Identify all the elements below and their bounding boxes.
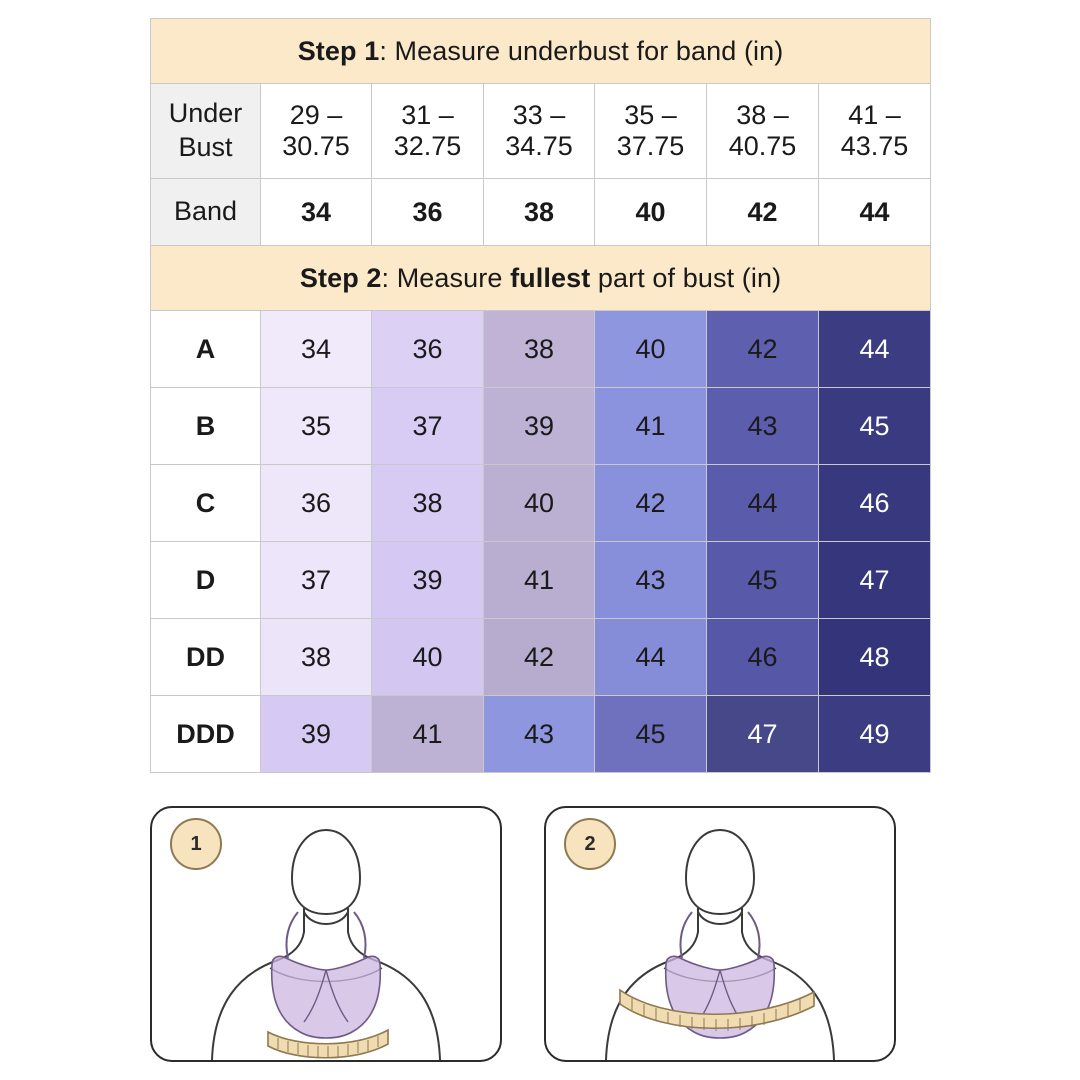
bust-measurement-cell: 43 bbox=[707, 388, 819, 465]
bust-measurement-cell: 39 bbox=[372, 542, 484, 619]
underbust-row-label bbox=[151, 84, 261, 179]
measure-fullest-bust-illustration bbox=[544, 806, 896, 1062]
cup-size-row bbox=[151, 619, 931, 696]
bust-measurement-cell: 44 bbox=[595, 619, 707, 696]
bust-measurement-cell: 38 bbox=[372, 465, 484, 542]
step1-header-row bbox=[151, 19, 931, 84]
bust-measurement-cell: 45 bbox=[707, 542, 819, 619]
bust-measurement-cell: 48 bbox=[819, 619, 931, 696]
cup-size-label: DD bbox=[151, 619, 261, 696]
cup-size-label: C bbox=[151, 465, 261, 542]
step2-prefix: Step 2 bbox=[299, 262, 382, 293]
cup-size-row bbox=[151, 542, 931, 619]
band-size-cell: 38 bbox=[484, 179, 595, 246]
bust-measurement-cell: 47 bbox=[819, 542, 931, 619]
bust-measurement-cell: 42 bbox=[595, 465, 707, 542]
underbust-row bbox=[151, 84, 931, 179]
step2-mid: : Measure bbox=[381, 262, 511, 293]
step-badge-2: 2 bbox=[564, 818, 616, 870]
band-size-cell: 44 bbox=[819, 179, 931, 246]
underbust-range-cell: 29 – 30.75 bbox=[261, 84, 372, 179]
step1-rest: : Measure underbust for band (in) bbox=[379, 35, 784, 66]
bust-measurement-cell: 40 bbox=[595, 311, 707, 388]
cup-size-label: B bbox=[151, 388, 261, 465]
step2-header-row bbox=[151, 246, 931, 311]
bust-measurement-cell: 45 bbox=[595, 696, 707, 773]
bust-measurement-cell: 43 bbox=[595, 542, 707, 619]
bust-measurement-cell: 39 bbox=[261, 696, 372, 773]
bust-measurement-cell: 41 bbox=[595, 388, 707, 465]
bust-measurement-cell: 34 bbox=[261, 311, 372, 388]
bust-measurement-cell: 38 bbox=[261, 619, 372, 696]
bust-measurement-cell: 40 bbox=[372, 619, 484, 696]
cup-size-row bbox=[151, 465, 931, 542]
cup-size-label: D bbox=[151, 542, 261, 619]
cup-size-row bbox=[151, 388, 931, 465]
bust-measurement-cell: 36 bbox=[372, 311, 484, 388]
bust-measurement-cell: 43 bbox=[484, 696, 595, 773]
step2-header bbox=[151, 246, 931, 311]
step1-header bbox=[151, 19, 931, 84]
cup-size-row bbox=[151, 696, 931, 773]
band-size-cell: 36 bbox=[372, 179, 484, 246]
cup-size-body bbox=[151, 311, 931, 773]
cup-size-row bbox=[151, 311, 931, 388]
bust-measurement-cell: 35 bbox=[261, 388, 372, 465]
bra-size-table bbox=[150, 18, 931, 773]
underbust-range-cell: 35 – 37.75 bbox=[595, 84, 707, 179]
band-size-cell: 42 bbox=[707, 179, 819, 246]
bust-measurement-cell: 44 bbox=[819, 311, 931, 388]
bust-measurement-cell: 46 bbox=[819, 465, 931, 542]
bust-measurement-cell: 38 bbox=[484, 311, 595, 388]
bust-measurement-cell: 42 bbox=[707, 311, 819, 388]
underbust-range-cell: 33 – 34.75 bbox=[484, 84, 595, 179]
bra-shape bbox=[272, 956, 381, 1038]
illustrations-row bbox=[150, 806, 940, 1068]
band-row bbox=[151, 179, 931, 246]
underbust-range-cell: 41 – 43.75 bbox=[819, 84, 931, 179]
bust-measurement-cell: 37 bbox=[261, 542, 372, 619]
bust-measurement-cell: 42 bbox=[484, 619, 595, 696]
step1-prefix: Step 1 bbox=[297, 35, 380, 66]
bust-measurement-cell: 49 bbox=[819, 696, 931, 773]
bust-measurement-cell: 46 bbox=[707, 619, 819, 696]
size-chart-tables bbox=[150, 18, 930, 773]
bust-measurement-cell: 41 bbox=[372, 696, 484, 773]
underbust-range-cell: 31 – 32.75 bbox=[372, 84, 484, 179]
band-size-cell: 34 bbox=[261, 179, 372, 246]
underbust-range-cell: 38 – 40.75 bbox=[707, 84, 819, 179]
bust-measurement-cell: 37 bbox=[372, 388, 484, 465]
bust-measurement-cell: 45 bbox=[819, 388, 931, 465]
band-size-cell: 40 bbox=[595, 179, 707, 246]
band-row-label: Band bbox=[151, 179, 261, 246]
bust-measurement-cell: 40 bbox=[484, 465, 595, 542]
measure-underbust-illustration bbox=[150, 806, 502, 1062]
underbust-label-line1: Under bbox=[168, 98, 243, 129]
step2-rest: part of bust (in) bbox=[590, 262, 782, 293]
bust-measurement-cell: 39 bbox=[484, 388, 595, 465]
cup-size-label: A bbox=[151, 311, 261, 388]
step2-bold: fullest bbox=[510, 262, 591, 293]
underbust-label-line2: Bust bbox=[178, 132, 233, 162]
bust-measurement-cell: 41 bbox=[484, 542, 595, 619]
cup-size-label: DDD bbox=[151, 696, 261, 773]
step-badge-1: 1 bbox=[170, 818, 222, 870]
bust-measurement-cell: 44 bbox=[707, 465, 819, 542]
bust-measurement-cell: 47 bbox=[707, 696, 819, 773]
bust-measurement-cell: 36 bbox=[261, 465, 372, 542]
